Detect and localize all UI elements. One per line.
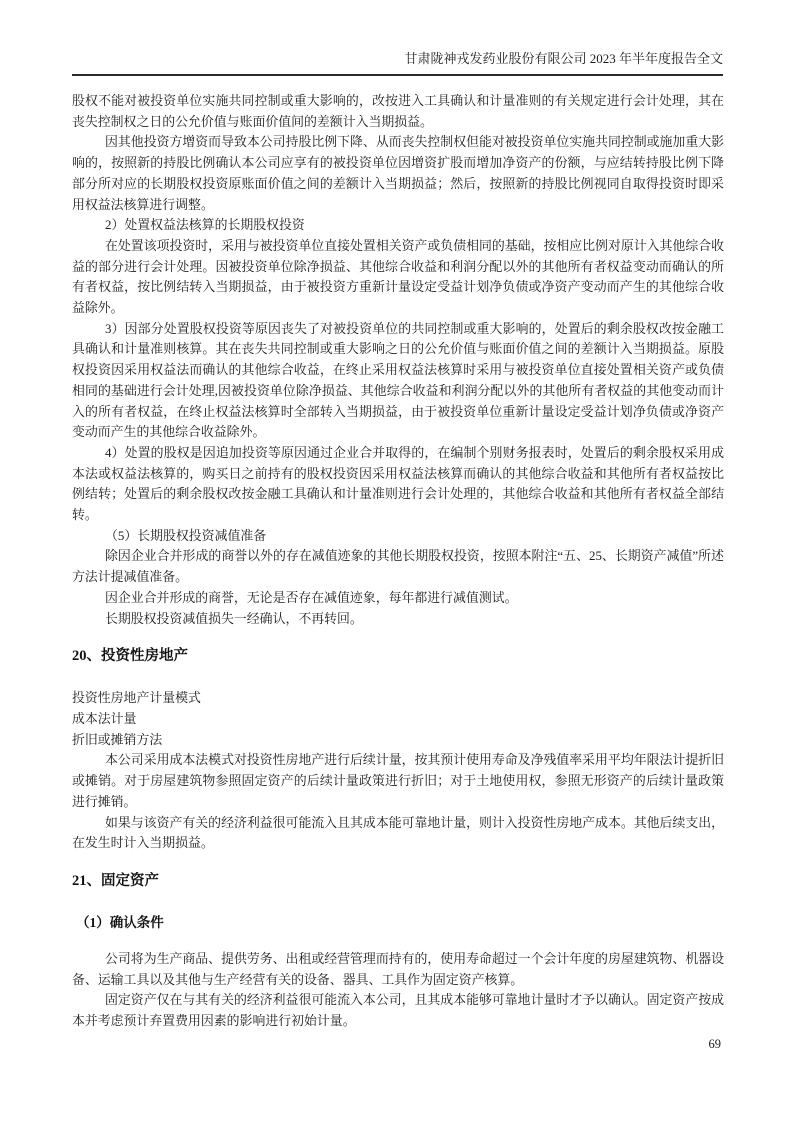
paragraph-subsequent-measurement: 本公司采用成本法模式对投资性房地产进行后续计量，按其预计使用寿命及净残值率采用平均年限法计提折旧或摊销。对于房屋建筑物参照固定资产的后续计量政策进行折旧；对于土地使用权，参照无形资产的后续计量政策进行摊销。 [72, 753, 724, 809]
item-4-disposal-business-combination: 4）处置的股权是因追加投资等原因通过企业合并取得的，在编制个别财务报表时，处置后的剩余股权采用成本法或权益法核算的，购买日之前持有的股权投资因采用权益法核算而确认的其他综合收益和其他所有者权益按比例结转；处置后的剩余股权改按金融工具确认和计量准则进行会计处理的，其他综合收益和其他所有者权益全部结转。 [72, 445, 724, 523]
paragraph-impairment-no-reversal: 长期股权投资减值损失一经确认，不再转回。 [105, 611, 363, 626]
paragraph-equity-loss-of-control: 股权不能对被投资单位实施共同控制或重大影响的，改按进入工具确认和计量准则的有关规定进行会计处理，其在丧失控制权之日的公允价值与账面价值间的差额计入当期损益。 [72, 94, 724, 129]
item-3-partial-disposal: 3）因部分处置股权投资等原因丧失了对被投资单位的共同控制或重大影响的，处置后的剩余股权改按金融工具确认和计量准则核算。其在丧失共同控制或重大影响之日的公允价值与账面价值之间的差额计入当期损益。原股权投资因采用权益法而确认的其他综合收益，在终止采用权益法核算时采用与被投资单位直接处置相关资产或负债相同的基础进行会计处理,因被投资单位除净损益、其他综合收益和利润分配以外的其他所有者权益的其他变动而计入的所有者权益，在终止权益法核算时全部转入当期损益，由于被投资单位重新计量设定受益计划净负债或净资产变动而产生的其他综合收益除外。 [72, 321, 724, 440]
section-heading-20-investment-property: 20、投资性房地产 [72, 648, 188, 665]
item-5-impairment-provision-heading: （5）长期股权投资减值准备 [105, 528, 267, 543]
paragraph-disposal-treatment: 在处置该项投资时，采用与被投资单位直接处置相关资产或负债相同的基础，按相应比例对原计入其他综合收益的部分进行会计处理。因被投资单位除净损益、其他综合收益和利润分配以外的其他所有者权益变动而确认的所有者权益，按比例结转入当期损益，由于被投资方重新计量设定受益计划净负债或净资产变动而产生的其他综合收益除外。 [72, 238, 724, 316]
paragraph-subsequent-expenditure: 如果与该资产有关的经济利益很可能流入且其成本能可靠地计量，则计入投资性房地产成本。其他后续支出，在发生时计入当期损益。 [72, 815, 724, 851]
page-header-title: 甘肃陇神戎发药业股份有限公司 2023 年半年度报告全文 [404, 51, 723, 66]
paragraph-goodwill-impairment-test: 因企业合并形成的商誉，无论是否存在减值迹象，每年都进行减值测试。 [105, 590, 518, 605]
paragraph-fixed-asset-recognition: 固定资产仅在与其有关的经济利益很可能流入本公司，且其成本能够可靠地计量时才予以确认。固定资产按成本并考虑预计弃置费用因素的影响进行初始计量。 [72, 993, 724, 1029]
item-2-disposal-equity-method: 2）处置权益法核算的长期股权投资 [105, 218, 305, 233]
paragraph-measurement-model: 投资性房地产计量模式 [72, 691, 201, 706]
document-body [72, 91, 724, 1032]
page-number: 69 [708, 1037, 721, 1051]
paragraph-cost-method: 成本法计量 [72, 711, 137, 726]
subsection-heading-recognition-criteria: （1）确认条件 [76, 914, 164, 930]
paragraph-impairment-method: 除因企业合并形成的商誉以外的存在减值迹象的其他长期股权投资，按照本附注“五、25、长期资产减值”所述方法计提减值准备。 [72, 549, 724, 585]
paragraph-depreciation-method-label: 折旧或摊销方法 [72, 732, 163, 747]
paragraph-other-investor-capital-increase: 因其他投资方增资而导致本公司持股比例下降、从而丧失控制权但能对被投资单位实施共同控制或施加重大影响的，按照新的持股比例确认本公司应享有的被投资单位因增资扩股而增加净资产的份额，与应结转持股比例下降部分所对应的长期股权投资原账面价值之间的差额计入当期损益；然后，按照新的持股比例视同自取得投资时即采用权益法核算进行调整。 [72, 135, 724, 212]
paragraph-fixed-asset-scope: 公司将为生产商品、提供劳务、出租或经营管理而持有的，使用寿命超过一个会计年度的房屋建筑物、机器设备、运输工具以及其他与生产经营有关的设备、器具、工具作为固定资产核算。 [72, 951, 724, 987]
header-divider [72, 74, 723, 76]
section-heading-21-fixed-assets: 21、固定资产 [72, 872, 159, 889]
